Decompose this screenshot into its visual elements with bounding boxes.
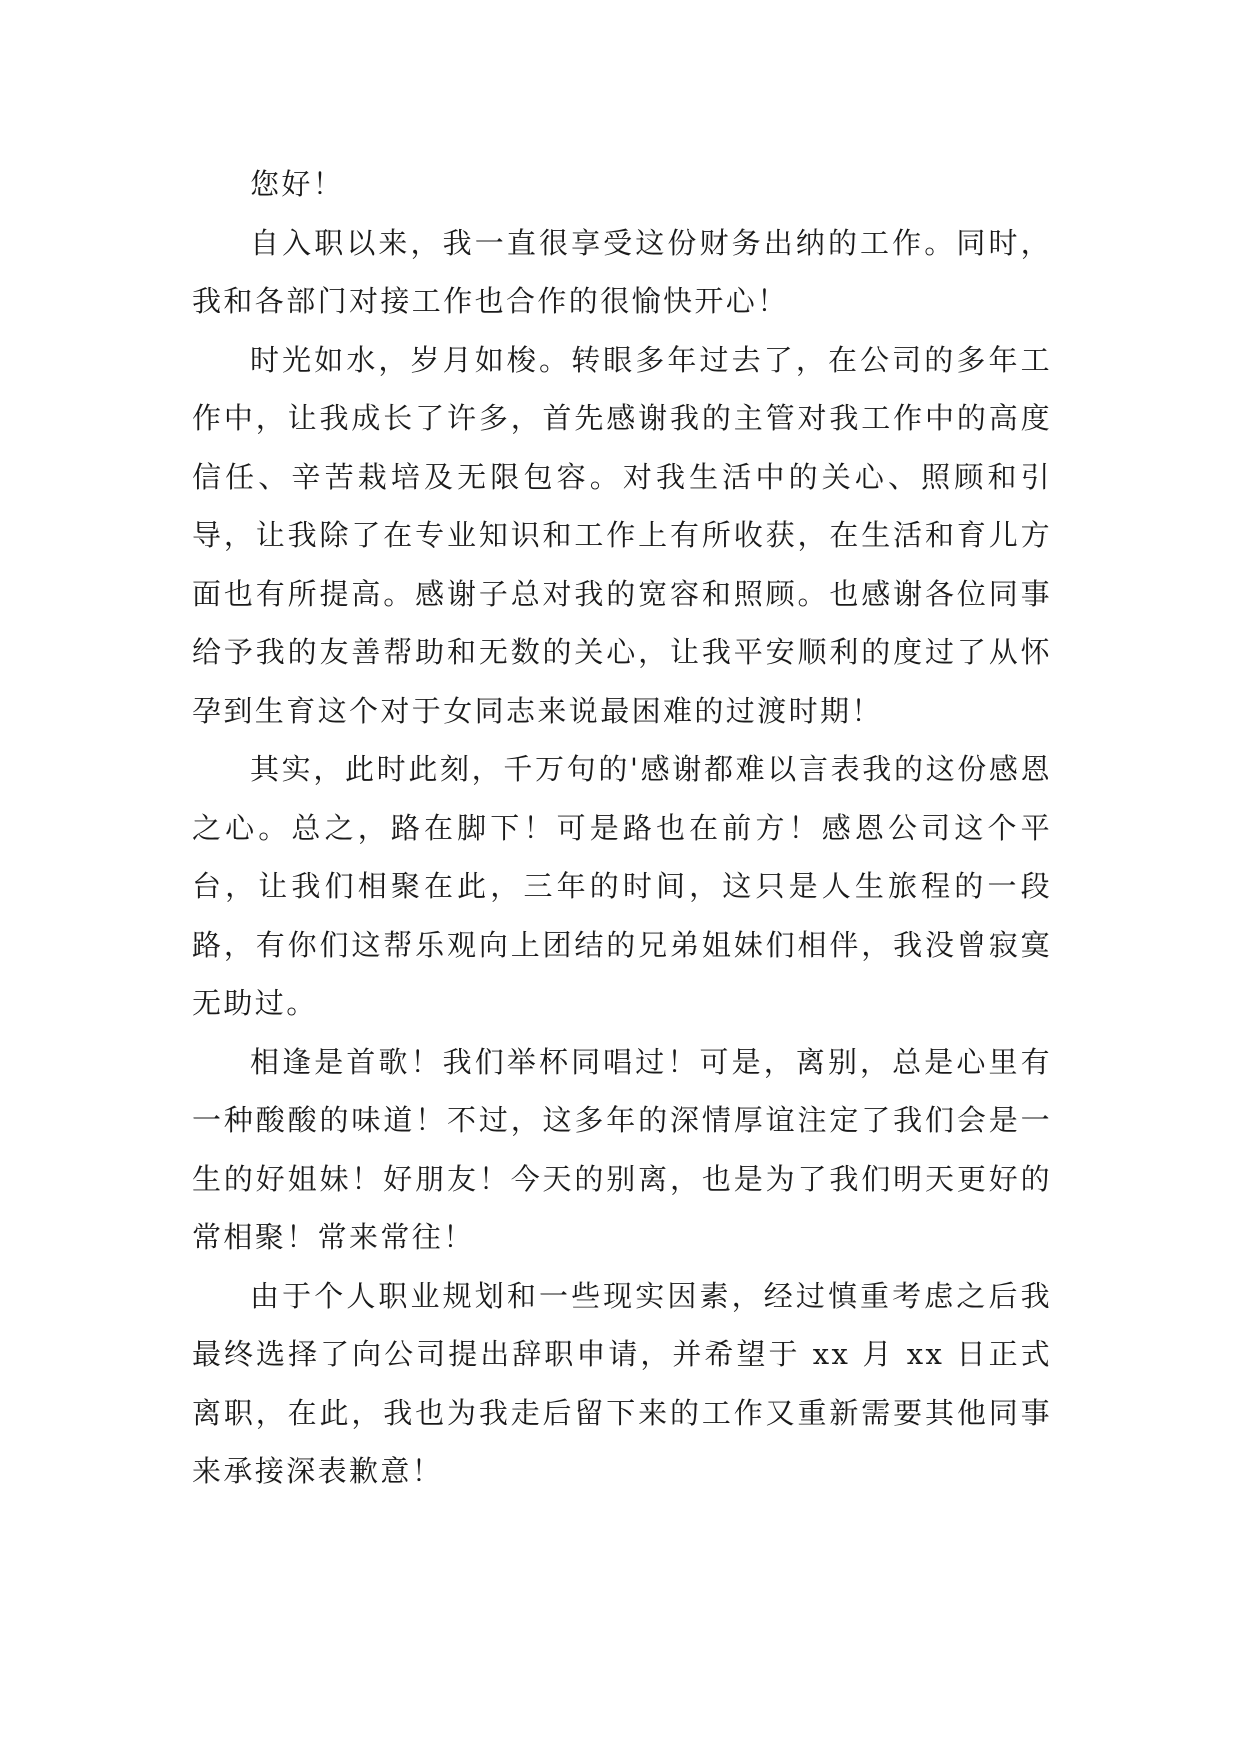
body-paragraph: 时光如水，岁月如梭。转眼多年过去了，在公司的多年工作中，让我成长了许多，首先感谢我的主管对我工作中的高度信任、辛苦栽培及无限包容。对我生活中的关心、照顾和引导，让我除了在专业知识和工作上有所收获，在生活和育儿方面也有所提高。感谢子总对我的宽容和照顾。也感谢各位同事给予我的友善帮助和无数的关心，让我平安顺利的度过了从怀孕到生育这个对于女同志来说最困难的过渡时期！ xyxy=(192,342,1052,728)
body-paragraph: 由于个人职业规划和一些现实因素，经过慎重考虑之后我最终选择了向公司提出辞职申请，并希望于 xx 月 xx 日正式离职，在此，我也为我走后留下来的工作又重新需要其他同事来承接深表歉意！ xyxy=(192,1278,1052,1488)
greeting-paragraph: 您好！ xyxy=(250,167,345,201)
body-paragraph: 自入职以来，我一直很享受这份财务出纳的工作。同时，我和各部门对接工作也合作的很愉快开心！ xyxy=(192,225,1052,318)
body-paragraph: 相逢是首歌！我们举杯同唱过！可是，离别，总是心里有一种酸酸的味道！不过，这多年的深情厚谊注定了我们会是一生的好姐妹！好朋友！今天的别离，也是为了我们明天更好的常相聚！常来常往！ xyxy=(192,1044,1052,1254)
body-paragraph: 其实，此时此刻，千万句的'感谢都难以言表我的这份感恩之心。总之，路在脚下！可是路也在前方！感恩公司这个平台，让我们相聚在此，三年的时间，这只是人生旅程的一段路，有你们这帮乐观向上团结的兄弟姐妹们相伴，我没曾寂寞无助过。 xyxy=(192,752,1052,1020)
letter-body xyxy=(192,155,1052,1501)
